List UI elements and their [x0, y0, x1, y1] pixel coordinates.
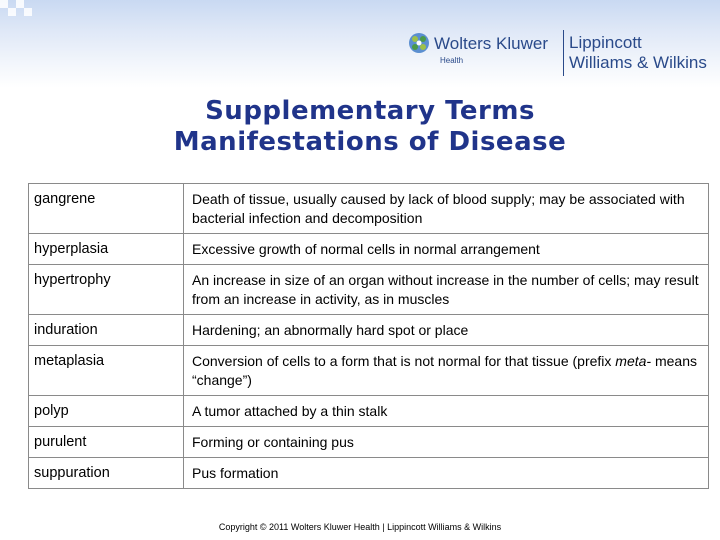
definition-cell: Excessive growth of normal cells in normal arrangement — [184, 234, 709, 265]
term-cell: suppuration — [29, 458, 184, 489]
imprint-line-2: Williams & Wilkins — [569, 53, 707, 72]
term-cell: purulent — [29, 427, 184, 458]
copyright-footer: Copyright © 2011 Wolters Kluwer Health | Lippincott Williams & Wilkins — [218, 522, 502, 532]
table-row — [29, 234, 709, 265]
slide-title-line-2: Manifestations of Disease — [173, 127, 567, 157]
definition-text: means “change”) — [192, 353, 698, 388]
definition-cell: A tumor attached by a thin stalk — [184, 396, 709, 427]
definition-cell: Hardening; an abnormally hard spot or place — [184, 315, 709, 346]
term-cell: gangrene — [29, 184, 184, 234]
definition-italic-prefix: meta- — [615, 353, 652, 369]
term-cell: induration — [29, 315, 184, 346]
table-row — [29, 458, 709, 489]
table-row — [29, 184, 709, 234]
term-cell: polyp — [29, 396, 184, 427]
table-row — [29, 427, 709, 458]
term-cell: hyperplasia — [29, 234, 184, 265]
publisher-name: Wolters Kluwer — [434, 34, 548, 53]
slide-title-line-1: Supplementary Terms — [205, 96, 535, 126]
table-row — [29, 315, 709, 346]
term-cell: hypertrophy — [29, 265, 184, 315]
definition-cell: An increase in size of an organ without increase in the number of cells; may result from an increase in activity, as in muscles — [184, 265, 709, 315]
term-cell: metaplasia — [29, 346, 184, 396]
slide-title — [0, 96, 720, 158]
globe-icon — [408, 32, 430, 54]
definition-cell: Death of tissue, usually caused by lack of blood supply; may be associated with bacterial infection and decomposition — [184, 184, 709, 234]
table-row — [29, 346, 709, 396]
table-row — [29, 265, 709, 315]
definition-cell: Forming or containing pus — [184, 427, 709, 458]
definition-cell — [184, 346, 709, 396]
definition-cell: Pus formation — [184, 458, 709, 489]
publisher-sub: Health — [440, 56, 464, 65]
logo-divider — [563, 30, 564, 76]
lippincott-logo — [569, 33, 707, 73]
wolters-kluwer-logo — [408, 30, 568, 70]
definition-text: Conversion of cells to a form that is not normal for that tissue (prefix — [192, 353, 616, 369]
corner-checker-decoration — [0, 0, 40, 20]
imprint-line-1: Lippincott — [569, 33, 642, 52]
terms-table — [28, 183, 709, 489]
table-row — [29, 396, 709, 427]
